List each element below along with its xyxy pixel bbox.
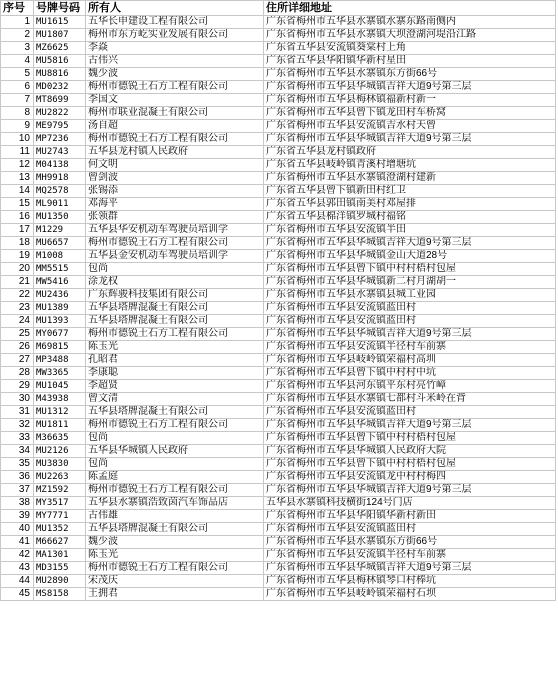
cell-plate[interactable]: MZ6625 (34, 42, 86, 55)
table-row (1, 120, 556, 133)
cell-owner[interactable]: 五华县华安机动车驾驶员培训学 (86, 224, 264, 237)
table-row (1, 458, 556, 471)
cell-address[interactable]: 广东省梅州市五华县曾下镇龙田村车桥窝 (264, 107, 556, 120)
cell-owner[interactable]: 包尚 (86, 432, 264, 445)
cell-plate[interactable]: MZ1592 (34, 484, 86, 497)
cell-owner[interactable]: 五华县塔牌混凝土有限公司 (86, 315, 264, 328)
cell-address[interactable]: 广东省梅州市五华县水寨镇水寨东路南侧内 (264, 16, 556, 29)
table-row (1, 302, 556, 315)
cell-serial[interactable]: 26 (1, 341, 34, 354)
cell-address[interactable]: 广东省梅州市五华县华城镇吉祥大道9号第三层 (264, 328, 556, 341)
cell-plate[interactable]: MA1301 (34, 549, 86, 562)
cell-plate[interactable]: MU1352 (34, 523, 86, 536)
cell-serial[interactable]: 39 (1, 510, 34, 523)
cell-plate[interactable]: M04138 (34, 159, 86, 172)
cell-owner[interactable]: 梅州市联业混凝土有限公司 (86, 107, 264, 120)
cell-serial[interactable]: 40 (1, 523, 34, 536)
cell-owner[interactable]: 李焱 (86, 42, 264, 55)
cell-plate[interactable]: MU8816 (34, 68, 86, 81)
cell-owner[interactable]: 梅州市德锐土石方工程有限公司 (86, 237, 264, 250)
cell-owner[interactable]: 梅州市德锐土石方工程有限公司 (86, 81, 264, 94)
table-row (1, 367, 556, 380)
table-row (1, 146, 556, 159)
table-body (1, 16, 556, 601)
table-row (1, 575, 556, 588)
cell-serial[interactable]: 22 (1, 289, 34, 302)
table-row (1, 250, 556, 263)
table-row (1, 393, 556, 406)
table-row (1, 107, 556, 120)
cell-address[interactable]: 广东省梅州市五华县安流镇半径村车前寨 (264, 341, 556, 354)
cell-owner[interactable]: 包尚 (86, 263, 264, 276)
cell-owner[interactable]: 陈孟庭 (86, 471, 264, 484)
cell-plate[interactable]: ML9011 (34, 198, 86, 211)
cell-owner[interactable]: 梅州市东方屹实业发展有限公司 (86, 29, 264, 42)
cell-plate[interactable]: MS8158 (34, 588, 86, 601)
cell-address[interactable]: 广东省梅州市五华县水寨镇澄湖村建新 (264, 172, 556, 185)
cell-owner[interactable]: 张领群 (86, 211, 264, 224)
table-row (1, 328, 556, 341)
cell-serial[interactable]: 34 (1, 445, 34, 458)
cell-serial[interactable]: 27 (1, 354, 34, 367)
table-row (1, 263, 556, 276)
table-row (1, 42, 556, 55)
cell-address[interactable]: 广东省梅州市五华县安流镇蓝田村 (264, 406, 556, 419)
cell-address[interactable]: 广东省梅州市五华县水寨镇东方街66号 (264, 68, 556, 81)
table-row (1, 523, 556, 536)
cell-plate[interactable]: MU2436 (34, 289, 86, 302)
cell-owner[interactable]: 五华县塔牌混凝土有限公司 (86, 302, 264, 315)
cell-address[interactable]: 广东省梅州市五华县安流镇蓝田村 (264, 315, 556, 328)
table-row (1, 549, 556, 562)
cell-serial[interactable]: 16 (1, 211, 34, 224)
table-row (1, 484, 556, 497)
cell-owner[interactable]: 王拥君 (86, 588, 264, 601)
table-row (1, 133, 556, 146)
cell-address[interactable]: 广东省五华县安流镇葵棠村上角 (264, 42, 556, 55)
header-plate: 号牌号码 (34, 1, 86, 16)
cell-owner[interactable]: 孔昭君 (86, 354, 264, 367)
table-row (1, 432, 556, 445)
cell-serial[interactable]: 44 (1, 575, 34, 588)
cell-owner[interactable]: 五华县塔牌混凝土有限公司 (86, 523, 264, 536)
table-row (1, 354, 556, 367)
cell-address[interactable]: 广东省梅州市五华县水寨镇县城工业园 (264, 289, 556, 302)
cell-address[interactable]: 广东省梅州市五华县曾下镇中村村梧村包屋 (264, 458, 556, 471)
header-serial: 序号 (1, 1, 34, 16)
table-row (1, 224, 556, 237)
cell-address[interactable]: 广东省梅州市五华县华城镇金山大道28号 (264, 250, 556, 263)
cell-plate[interactable]: MP7236 (34, 133, 86, 146)
cell-plate[interactable]: MW3365 (34, 367, 86, 380)
cell-plate[interactable]: MU1350 (34, 211, 86, 224)
cell-serial[interactable]: 6 (1, 81, 34, 94)
cell-plate[interactable]: MU1393 (34, 315, 86, 328)
table-row (1, 276, 556, 289)
cell-plate[interactable]: M66627 (34, 536, 86, 549)
cell-address[interactable]: 广东省梅州市五华县曾下镇中村村梧村包屋 (264, 432, 556, 445)
cell-address[interactable]: 广东省梅州市五华县安流镇蓝田村 (264, 302, 556, 315)
table-row (1, 562, 556, 575)
cell-serial[interactable]: 13 (1, 172, 34, 185)
cell-serial[interactable]: 32 (1, 419, 34, 432)
cell-serial[interactable]: 36 (1, 471, 34, 484)
cell-address[interactable]: 广东省梅州市五华县华城镇吉祥大道9号第三层 (264, 484, 556, 497)
cell-plate[interactable]: M1008 (34, 250, 86, 263)
cell-owner[interactable]: 曾剑波 (86, 172, 264, 185)
table-row (1, 68, 556, 81)
cell-owner[interactable]: 梅州市德锐土石方工程有限公司 (86, 133, 264, 146)
cell-address[interactable]: 广东省五华县华阳镇华新村星田 (264, 55, 556, 68)
cell-plate[interactable]: MU1811 (34, 419, 86, 432)
cell-address[interactable]: 广东省五华县龙村镇政府 (264, 146, 556, 159)
cell-owner[interactable]: 梅州市德锐土石方工程有限公司 (86, 562, 264, 575)
table-row (1, 588, 556, 601)
cell-address[interactable]: 广东省梅州市五华县水寨镇大坝澄湖河堤沿江路 (264, 29, 556, 42)
cell-serial[interactable]: 28 (1, 367, 34, 380)
table-row (1, 341, 556, 354)
cell-plate[interactable]: MU2890 (34, 575, 86, 588)
cell-owner[interactable]: 陈玉光 (86, 549, 264, 562)
cell-serial[interactable]: 1 (1, 16, 34, 29)
cell-plate[interactable]: MU1045 (34, 380, 86, 393)
cell-serial[interactable]: 19 (1, 250, 34, 263)
cell-plate[interactable]: MY7771 (34, 510, 86, 523)
cell-owner[interactable]: 梅州市德锐土石方工程有限公司 (86, 419, 264, 432)
cell-owner[interactable]: 陈玉光 (86, 341, 264, 354)
cell-owner[interactable]: 曾文清 (86, 393, 264, 406)
table-row (1, 315, 556, 328)
cell-plate[interactable]: MU2822 (34, 107, 86, 120)
cell-serial[interactable]: 15 (1, 198, 34, 211)
cell-serial[interactable]: 14 (1, 185, 34, 198)
header-address: 住所详细地址 (264, 1, 556, 16)
cell-serial[interactable]: 25 (1, 328, 34, 341)
table-row (1, 211, 556, 224)
cell-plate[interactable]: MU2126 (34, 445, 86, 458)
cell-address[interactable]: 广东省梅州市五华县华城镇新二村月湖胡一 (264, 276, 556, 289)
cell-owner[interactable]: 五华县华城镇人民政府 (86, 445, 264, 458)
cell-serial[interactable]: 2 (1, 29, 34, 42)
table-row (1, 81, 556, 94)
table-row (1, 185, 556, 198)
cell-address[interactable]: 广东省梅州市五华县安流镇龙中村村梅四 (264, 471, 556, 484)
cell-plate[interactable]: MU2263 (34, 471, 86, 484)
cell-plate[interactable]: MU2743 (34, 146, 86, 159)
table-row (1, 419, 556, 432)
cell-owner[interactable]: 李康聪 (86, 367, 264, 380)
table-row (1, 445, 556, 458)
table-row (1, 55, 556, 68)
cell-plate[interactable]: MP3488 (34, 354, 86, 367)
cell-serial[interactable]: 38 (1, 497, 34, 510)
cell-serial[interactable]: 33 (1, 432, 34, 445)
cell-serial[interactable]: 29 (1, 380, 34, 393)
table-row (1, 94, 556, 107)
cell-address[interactable]: 广东省梅州市五华县安流镇吉水村天曾 (264, 120, 556, 133)
cell-serial[interactable]: 7 (1, 94, 34, 107)
cell-plate[interactable]: MH9918 (34, 172, 86, 185)
cell-serial[interactable]: 24 (1, 315, 34, 328)
cell-serial[interactable]: 23 (1, 302, 34, 315)
table-row (1, 536, 556, 549)
table-row (1, 471, 556, 484)
cell-serial[interactable]: 11 (1, 146, 34, 159)
table-row (1, 172, 556, 185)
cell-serial[interactable]: 4 (1, 55, 34, 68)
cell-address[interactable]: 广东省梅州市五华县安流镇半径村车前寨 (264, 549, 556, 562)
cell-address[interactable]: 广东省梅州市五华县水寨镇七都村斗米岭在背 (264, 393, 556, 406)
table-row (1, 510, 556, 523)
cell-plate[interactable]: ME9795 (34, 120, 86, 133)
cell-owner[interactable]: 包尚 (86, 458, 264, 471)
table-row (1, 289, 556, 302)
cell-serial[interactable]: 17 (1, 224, 34, 237)
cell-address[interactable]: 广东省梅州市五华县河东镇平东村亮竹嶂 (264, 380, 556, 393)
table-row (1, 380, 556, 393)
cell-owner[interactable]: 广东辉骏科技集团有限公司 (86, 289, 264, 302)
cell-serial[interactable]: 31 (1, 406, 34, 419)
cell-serial[interactable]: 20 (1, 263, 34, 276)
cell-address[interactable]: 广东省梅州市五华县曾下镇中村村梧村包屋 (264, 263, 556, 276)
cell-plate[interactable]: M36635 (34, 432, 86, 445)
cell-plate[interactable]: MU6657 (34, 237, 86, 250)
cell-owner[interactable]: 五华县龙村镇人民政府 (86, 146, 264, 159)
cell-plate[interactable]: MD3155 (34, 562, 86, 575)
cell-owner[interactable]: 五华长申建设工程有限公司 (86, 16, 264, 29)
cell-owner[interactable]: 邓海平 (86, 198, 264, 211)
cell-owner[interactable]: 五华县金安机动车驾驶员培训学 (86, 250, 264, 263)
cell-address[interactable]: 广东省梅州市五华县华城镇人民政府大院 (264, 445, 556, 458)
cell-address[interactable]: 广东省五华县曾下镇新田村红卫 (264, 185, 556, 198)
cell-address[interactable]: 广东省五华县郭田镇南美村邓屋排 (264, 198, 556, 211)
cell-serial[interactable]: 35 (1, 458, 34, 471)
cell-address[interactable]: 广东省五华县棉洋镇罗城村福铭 (264, 211, 556, 224)
cell-address[interactable]: 广东省梅州市五华县安流镇蓝田村 (264, 523, 556, 536)
table-row (1, 406, 556, 419)
cell-owner[interactable]: 汤自超 (86, 120, 264, 133)
cell-owner[interactable]: 李超贤 (86, 380, 264, 393)
cell-plate[interactable]: MU5816 (34, 55, 86, 68)
cell-owner[interactable]: 魏少波 (86, 68, 264, 81)
cell-serial[interactable]: 43 (1, 562, 34, 575)
cell-serial[interactable]: 8 (1, 107, 34, 120)
cell-serial[interactable]: 9 (1, 120, 34, 133)
cell-owner[interactable]: 何文明 (86, 159, 264, 172)
cell-owner[interactable]: 宋茂庆 (86, 575, 264, 588)
cell-serial[interactable]: 18 (1, 237, 34, 250)
cell-owner[interactable]: 魏少波 (86, 536, 264, 549)
cell-plate[interactable]: MU1389 (34, 302, 86, 315)
cell-address[interactable]: 广东省梅州市五华县安流镇半田 (264, 224, 556, 237)
cell-serial[interactable]: 5 (1, 68, 34, 81)
cell-owner[interactable]: 梅州市德锐土石方工程有限公司 (86, 328, 264, 341)
cell-address[interactable]: 广东省梅州市五华县华城镇吉祥大道9号第三层 (264, 133, 556, 146)
cell-owner[interactable]: 涂龙权 (86, 276, 264, 289)
cell-plate[interactable]: MU1312 (34, 406, 86, 419)
cell-serial[interactable]: 21 (1, 276, 34, 289)
cell-serial[interactable]: 30 (1, 393, 34, 406)
cell-address[interactable]: 广东省梅州市五华县华城镇吉祥大道9号第三层 (264, 562, 556, 575)
cell-address[interactable]: 广东省梅州市五华县岐岭镇荣福村高圳 (264, 354, 556, 367)
cell-owner[interactable]: 五华县水寨镇浩致茵汽车饰品店 (86, 497, 264, 510)
cell-serial[interactable]: 42 (1, 549, 34, 562)
cell-plate[interactable]: MY3517 (34, 497, 86, 510)
cell-plate[interactable]: M43938 (34, 393, 86, 406)
cell-address[interactable]: 广东省梅州市五华县华城镇吉祥大道9号第三层 (264, 419, 556, 432)
cell-plate[interactable]: M69815 (34, 341, 86, 354)
cell-owner[interactable]: 古伟雄 (86, 510, 264, 523)
table-row (1, 159, 556, 172)
cell-plate[interactable]: MQ2578 (34, 185, 86, 198)
cell-owner[interactable]: 梅州市德锐土石方工程有限公司 (86, 484, 264, 497)
table-row (1, 29, 556, 42)
cell-address[interactable]: 五华县水寨镇科技横街124号门店 (264, 497, 556, 510)
cell-serial[interactable]: 10 (1, 133, 34, 146)
cell-plate[interactable]: MD0232 (34, 81, 86, 94)
cell-serial[interactable]: 37 (1, 484, 34, 497)
table-row (1, 237, 556, 250)
cell-address[interactable]: 广东省梅州市五华县岐岭镇荣福村石坝 (264, 588, 556, 601)
cell-plate[interactable]: MY0677 (34, 328, 86, 341)
header-owner: 所有人 (86, 1, 264, 16)
cell-address[interactable]: 广东省梅州市五华县华城镇吉祥大道9号第三层 (264, 81, 556, 94)
cell-serial[interactable]: 45 (1, 588, 34, 601)
cell-address[interactable]: 广东省五华县岐岭镇青溪村增塘坑 (264, 159, 556, 172)
cell-owner[interactable]: 古伟兴 (86, 55, 264, 68)
table-row (1, 198, 556, 211)
cell-plate[interactable]: M1229 (34, 224, 86, 237)
table-row (1, 16, 556, 29)
cell-owner[interactable]: 张锡添 (86, 185, 264, 198)
cell-address[interactable]: 广东省梅州市五华县梅林镇福新村新一 (264, 94, 556, 107)
cell-owner[interactable]: 李国文 (86, 94, 264, 107)
cell-plate[interactable]: MU1615 (34, 16, 86, 29)
header-row (1, 1, 556, 16)
cell-serial[interactable]: 41 (1, 536, 34, 549)
cell-address[interactable]: 广东省梅州市五华县梅林镇琴口村棒坑 (264, 575, 556, 588)
cell-serial[interactable]: 3 (1, 42, 34, 55)
cell-address[interactable]: 广东省梅州市五华县水寨镇东方街66号 (264, 536, 556, 549)
cell-plate[interactable]: MU1807 (34, 29, 86, 42)
cell-address[interactable]: 广东省梅州市五华县华城镇吉祥大道9号第三层 (264, 237, 556, 250)
cell-plate[interactable]: MT8699 (34, 94, 86, 107)
cell-plate[interactable]: MM5515 (34, 263, 86, 276)
cell-plate[interactable]: MU3830 (34, 458, 86, 471)
cell-address[interactable]: 广东省梅州市五华县曾下镇中村村中坑 (264, 367, 556, 380)
table-row (1, 497, 556, 510)
cell-serial[interactable]: 12 (1, 159, 34, 172)
cell-owner[interactable]: 五华县塔牌混凝土有限公司 (86, 406, 264, 419)
cell-address[interactable]: 广东省梅州市五华县华阳镇华新村新田 (264, 510, 556, 523)
cell-plate[interactable]: MW5416 (34, 276, 86, 289)
